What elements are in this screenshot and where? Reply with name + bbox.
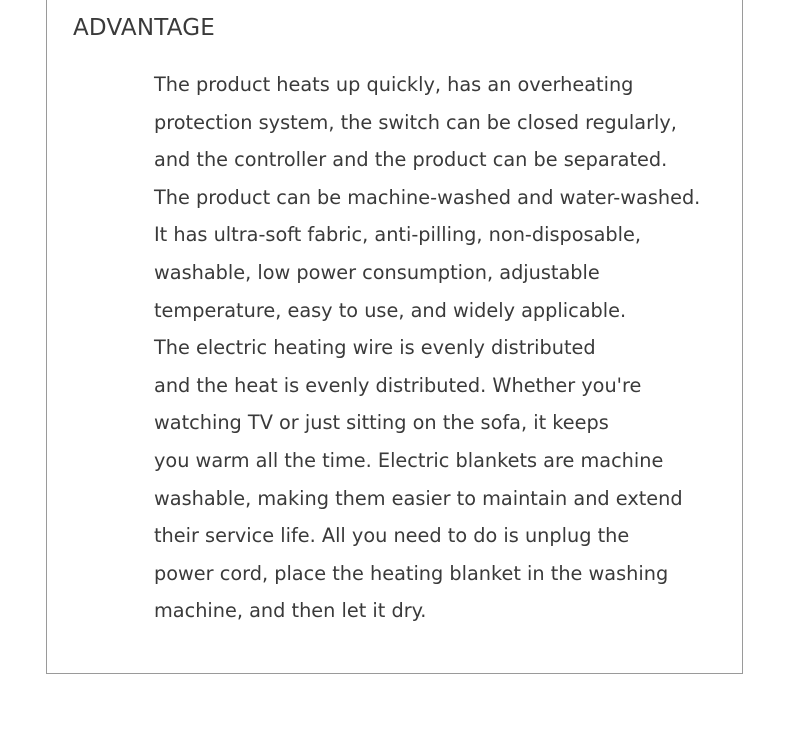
description-line: It has ultra-soft fabric, anti-pilling, non-disposable, — [154, 223, 642, 247]
description-line: The product can be machine-washed and water-washed. — [154, 185, 701, 209]
description-line: power cord, place the heating blanket in the washing — [154, 561, 669, 585]
section-title: ADVANTAGE — [73, 15, 215, 41]
advantage-description — [154, 66, 700, 630]
description-line: temperature, easy to use, and widely applicable. — [154, 298, 627, 322]
description-line: protection system, the switch can be closed regularly, — [154, 110, 677, 134]
description-line: their service life. All you need to do is unplug the — [154, 524, 630, 548]
description-line: washable, making them easier to maintain and extend — [154, 486, 683, 510]
description-line: The product heats up quickly, has an overheating — [154, 73, 634, 96]
description-line: you warm all the time. Electric blankets are machine — [154, 448, 664, 472]
description-line: and the heat is evenly distributed. Whether you're — [154, 373, 642, 397]
description-line: The electric heating wire is evenly distributed — [154, 336, 596, 360]
description-line: washable, low power consumption, adjustable — [154, 260, 600, 284]
description-line: and the controller and the product can be separated. — [154, 148, 668, 172]
description-line: watching TV or just sitting on the sofa, it keeps — [154, 411, 609, 435]
description-line: machine, and then let it dry. — [154, 599, 427, 623]
